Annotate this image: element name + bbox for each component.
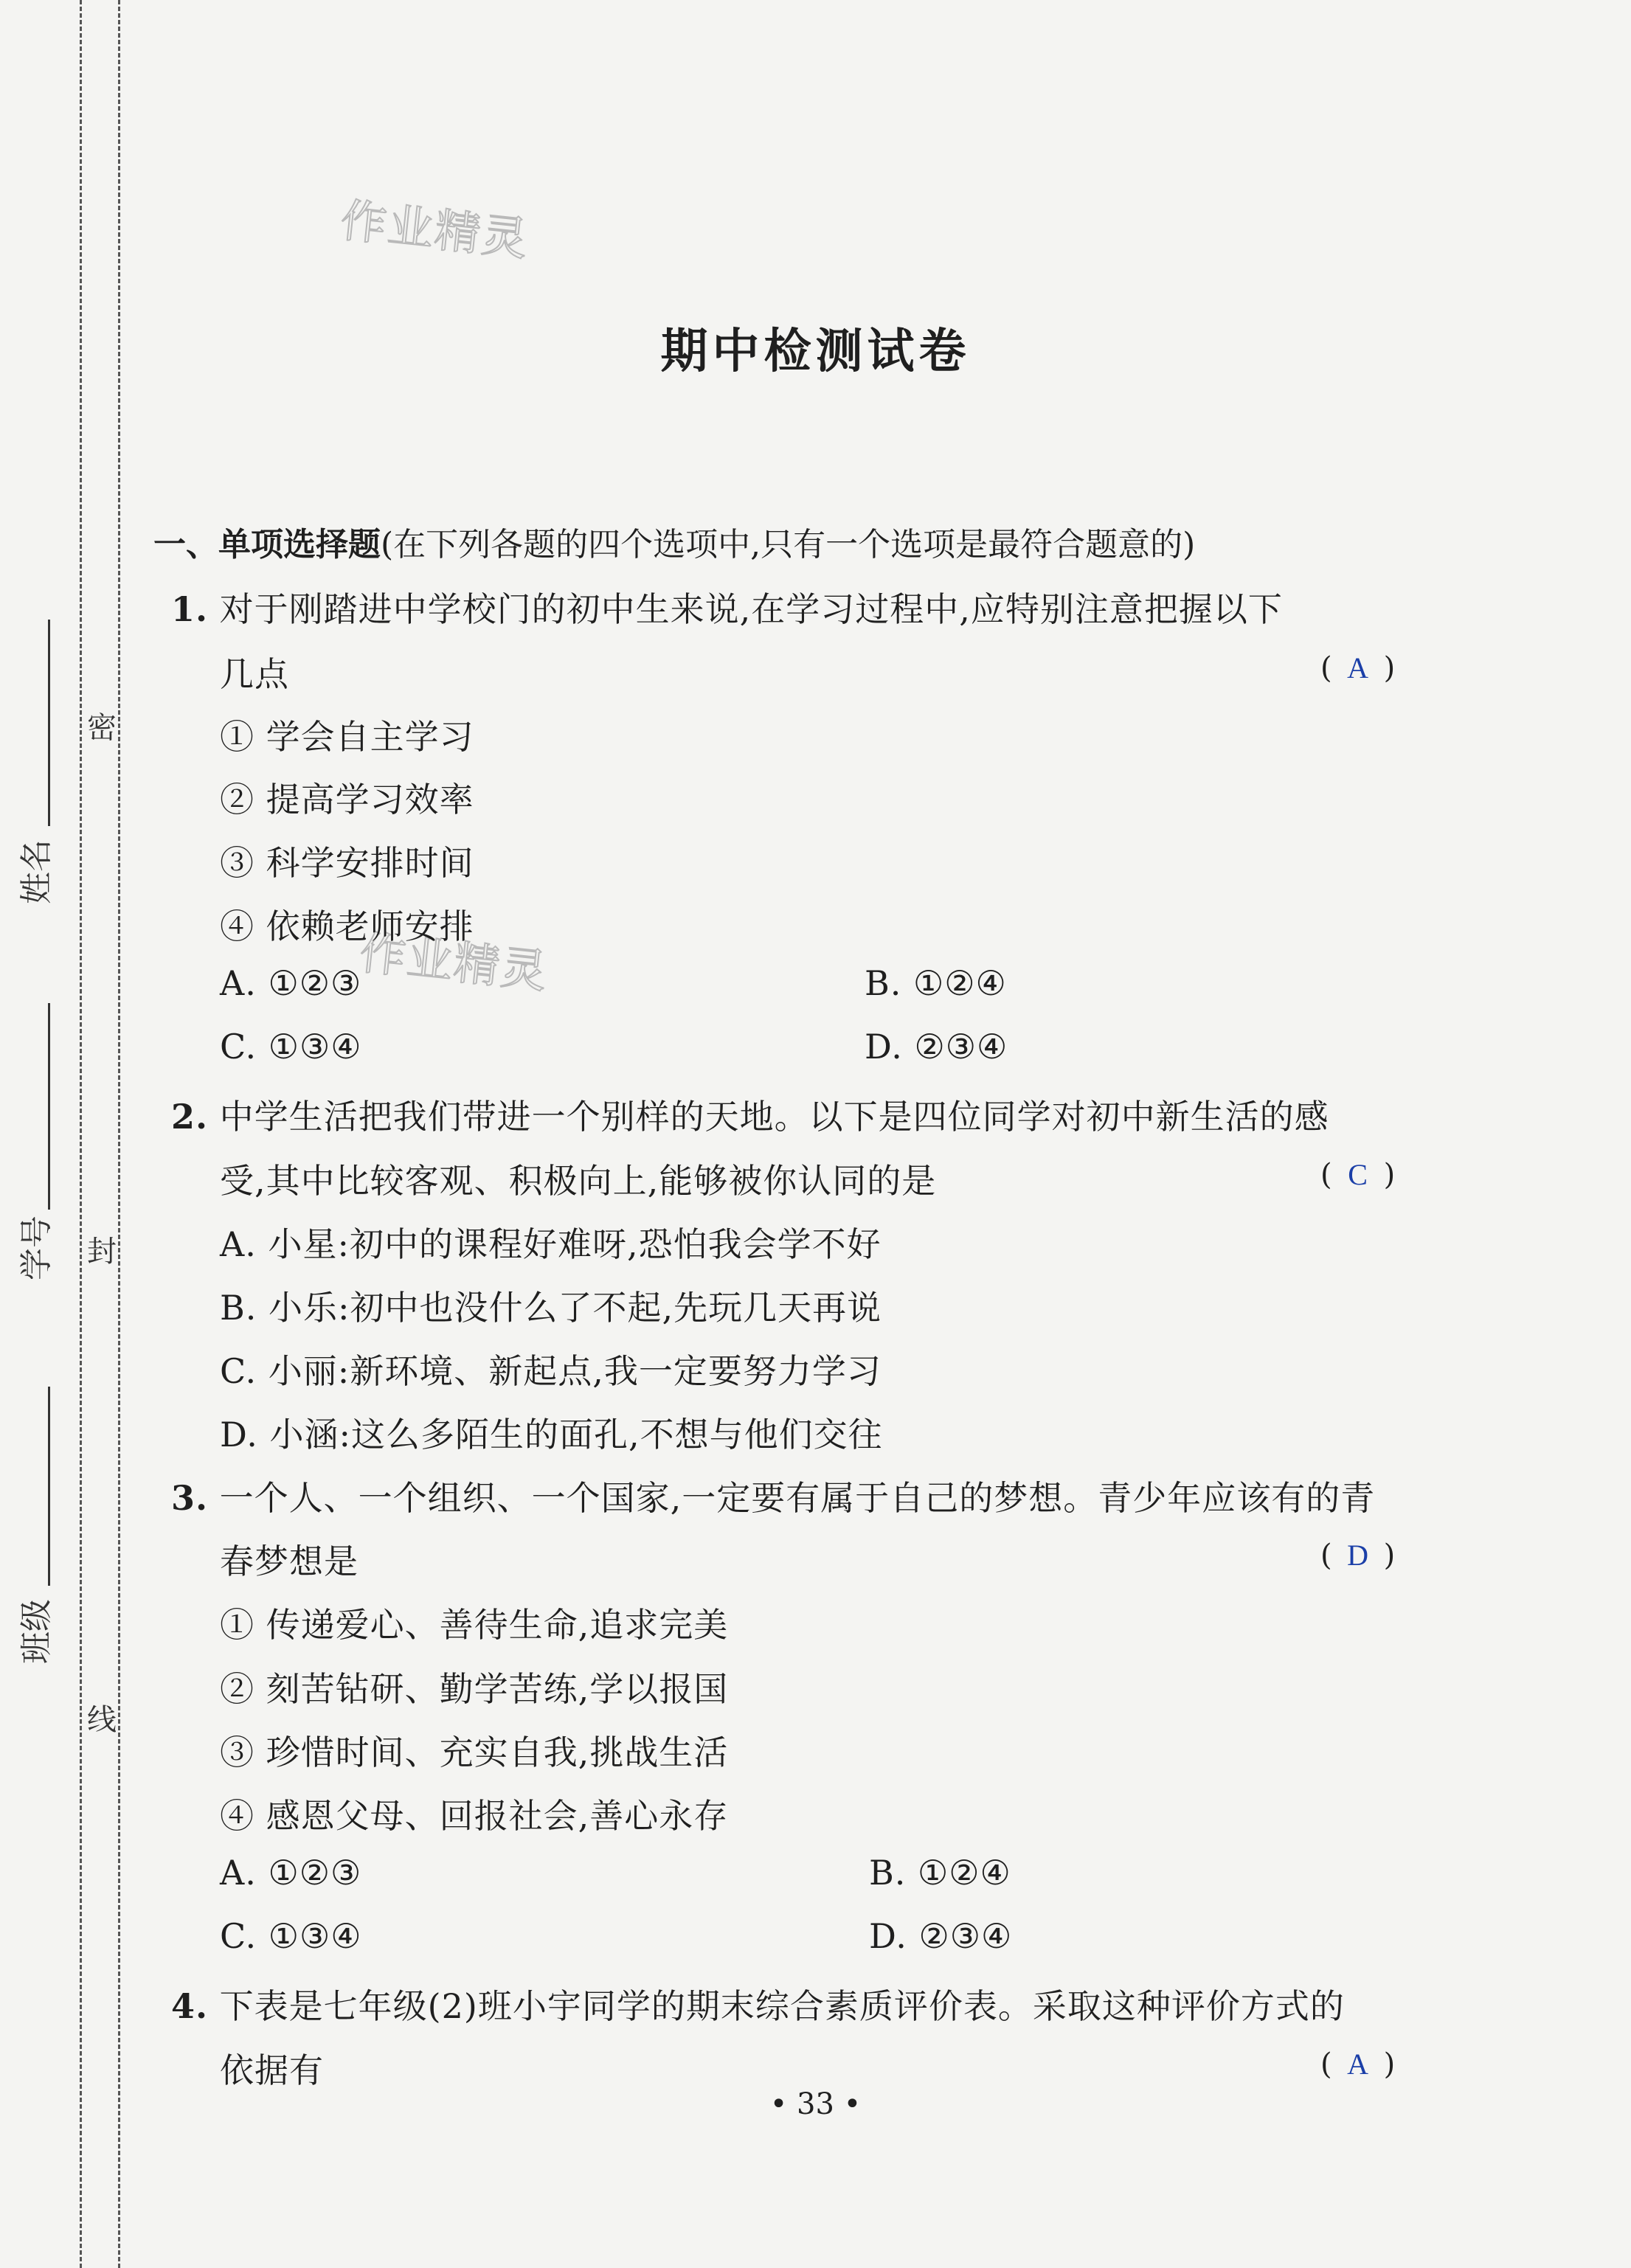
student-id-label: 学号 (18, 1216, 55, 1280)
question-4-answer: ( A ) (1320, 2047, 1396, 2081)
page-title: 期中检测试卷 (660, 325, 971, 379)
question-2-line-2: 受,其中比较客观、积极向上,能够被你认同的是 (220, 1161, 937, 1201)
name-label: 姓名 (18, 839, 55, 904)
question-3-statement-4: ④ 感恩父母、回报社会,善心永存 (220, 1796, 729, 1836)
question-4-line-2: 依据有 (220, 2050, 324, 2090)
watermark-middle: 作业精灵 (357, 925, 551, 999)
question-1-option-b[interactable]: B. ①②④ (865, 963, 1007, 1003)
question-2-option-b[interactable]: B. 小乐:初中也没什么了不起,先玩几天再说 (220, 1288, 882, 1328)
answer-letter: C (1348, 1158, 1368, 1191)
question-2-option-c[interactable]: C. 小丽:新环境、新起点,我一定要努力学习 (220, 1351, 882, 1391)
question-2-option-d[interactable]: D. 小涵:这么多陌生的面孔,不想与他们交往 (220, 1415, 883, 1454)
question-3-statement-2: ② 刻苦钻研、勤学苦练,学以报国 (220, 1669, 729, 1709)
question-2-answer: ( C ) (1320, 1158, 1396, 1192)
class-label: 班级 (18, 1599, 55, 1664)
question-3-option-a[interactable]: A. ①②③ (220, 1853, 362, 1893)
answer-letter: A (1347, 651, 1369, 684)
question-3-number: 3. (171, 1478, 209, 1518)
question-1-statement-3: ③ 科学安排时间 (220, 843, 474, 883)
question-3-answer: ( D ) (1320, 1539, 1396, 1572)
page-number: • 33 • (769, 2087, 862, 2121)
question-3-line-1: 3. 一个人、一个组织、一个国家,一定要有属于自己的梦想。青少年应该有的青 (171, 1478, 1376, 1518)
question-3-option-b[interactable]: B. ①②④ (869, 1853, 1011, 1893)
answer-letter: A (1347, 2047, 1369, 2081)
question-3-statement-3: ③ 珍惜时间、充实自我,挑战生活 (220, 1733, 729, 1772)
question-1-option-a[interactable]: A. ①②③ (220, 963, 362, 1003)
question-1-line-1: 1. 对于刚踏进中学校门的初中生来说,在学习过程中,应特别注意把握以下 (171, 589, 1283, 629)
section-heading-label: 一、单项选择题 (153, 526, 381, 563)
question-2-number: 2. (171, 1097, 209, 1137)
question-4-number: 4. (171, 1986, 209, 2026)
question-1-statement-1: ① 学会自主学习 (220, 717, 474, 757)
class-line[interactable] (48, 1387, 50, 1586)
question-1-statement-2: ② 提高学习效率 (220, 780, 474, 819)
question-3-option-c[interactable]: C. ①③④ (220, 1916, 362, 1956)
question-4-line-1: 4. 下表是七年级(2)班小宇同学的期末综合素质评价表。采取这种评价方式的 (171, 1986, 1345, 2026)
seal-char-mi: 密 (87, 711, 117, 745)
question-1-line-2: 几点 (220, 654, 289, 694)
seal-char-xian: 线 (87, 1703, 117, 1737)
question-1-number: 1. (171, 589, 209, 629)
name-line[interactable] (48, 620, 50, 826)
answer-letter: D (1347, 1539, 1369, 1572)
student-id-line[interactable] (48, 1003, 50, 1210)
seal-char-feng: 封 (87, 1235, 117, 1269)
section-heading-note: (在下列各题的四个选项中,只有一个选项是最符合题意的) (381, 526, 1196, 563)
question-1-option-c[interactable]: C. ①③④ (220, 1027, 362, 1067)
section-heading (153, 518, 1195, 565)
watermark-top: 作业精灵 (338, 193, 532, 267)
question-1-option-d[interactable]: D. ②③④ (865, 1027, 1008, 1067)
question-1-statement-4: ④ 依赖老师安排 (220, 906, 474, 946)
question-2-line-1: 2. 中学生活把我们带进一个别样的天地。以下是四位同学对初中新生活的感 (171, 1097, 1329, 1137)
question-3-option-d[interactable]: D. ②③④ (869, 1916, 1013, 1956)
question-3-line-2: 春梦想是 (220, 1542, 359, 1581)
question-1-answer: ( A ) (1320, 651, 1396, 685)
question-2-option-a[interactable]: A. 小星:初中的课程好难呀,恐怕我会学不好 (220, 1224, 882, 1264)
question-3-statement-1: ① 传递爱心、善待生命,追求完美 (220, 1605, 729, 1645)
